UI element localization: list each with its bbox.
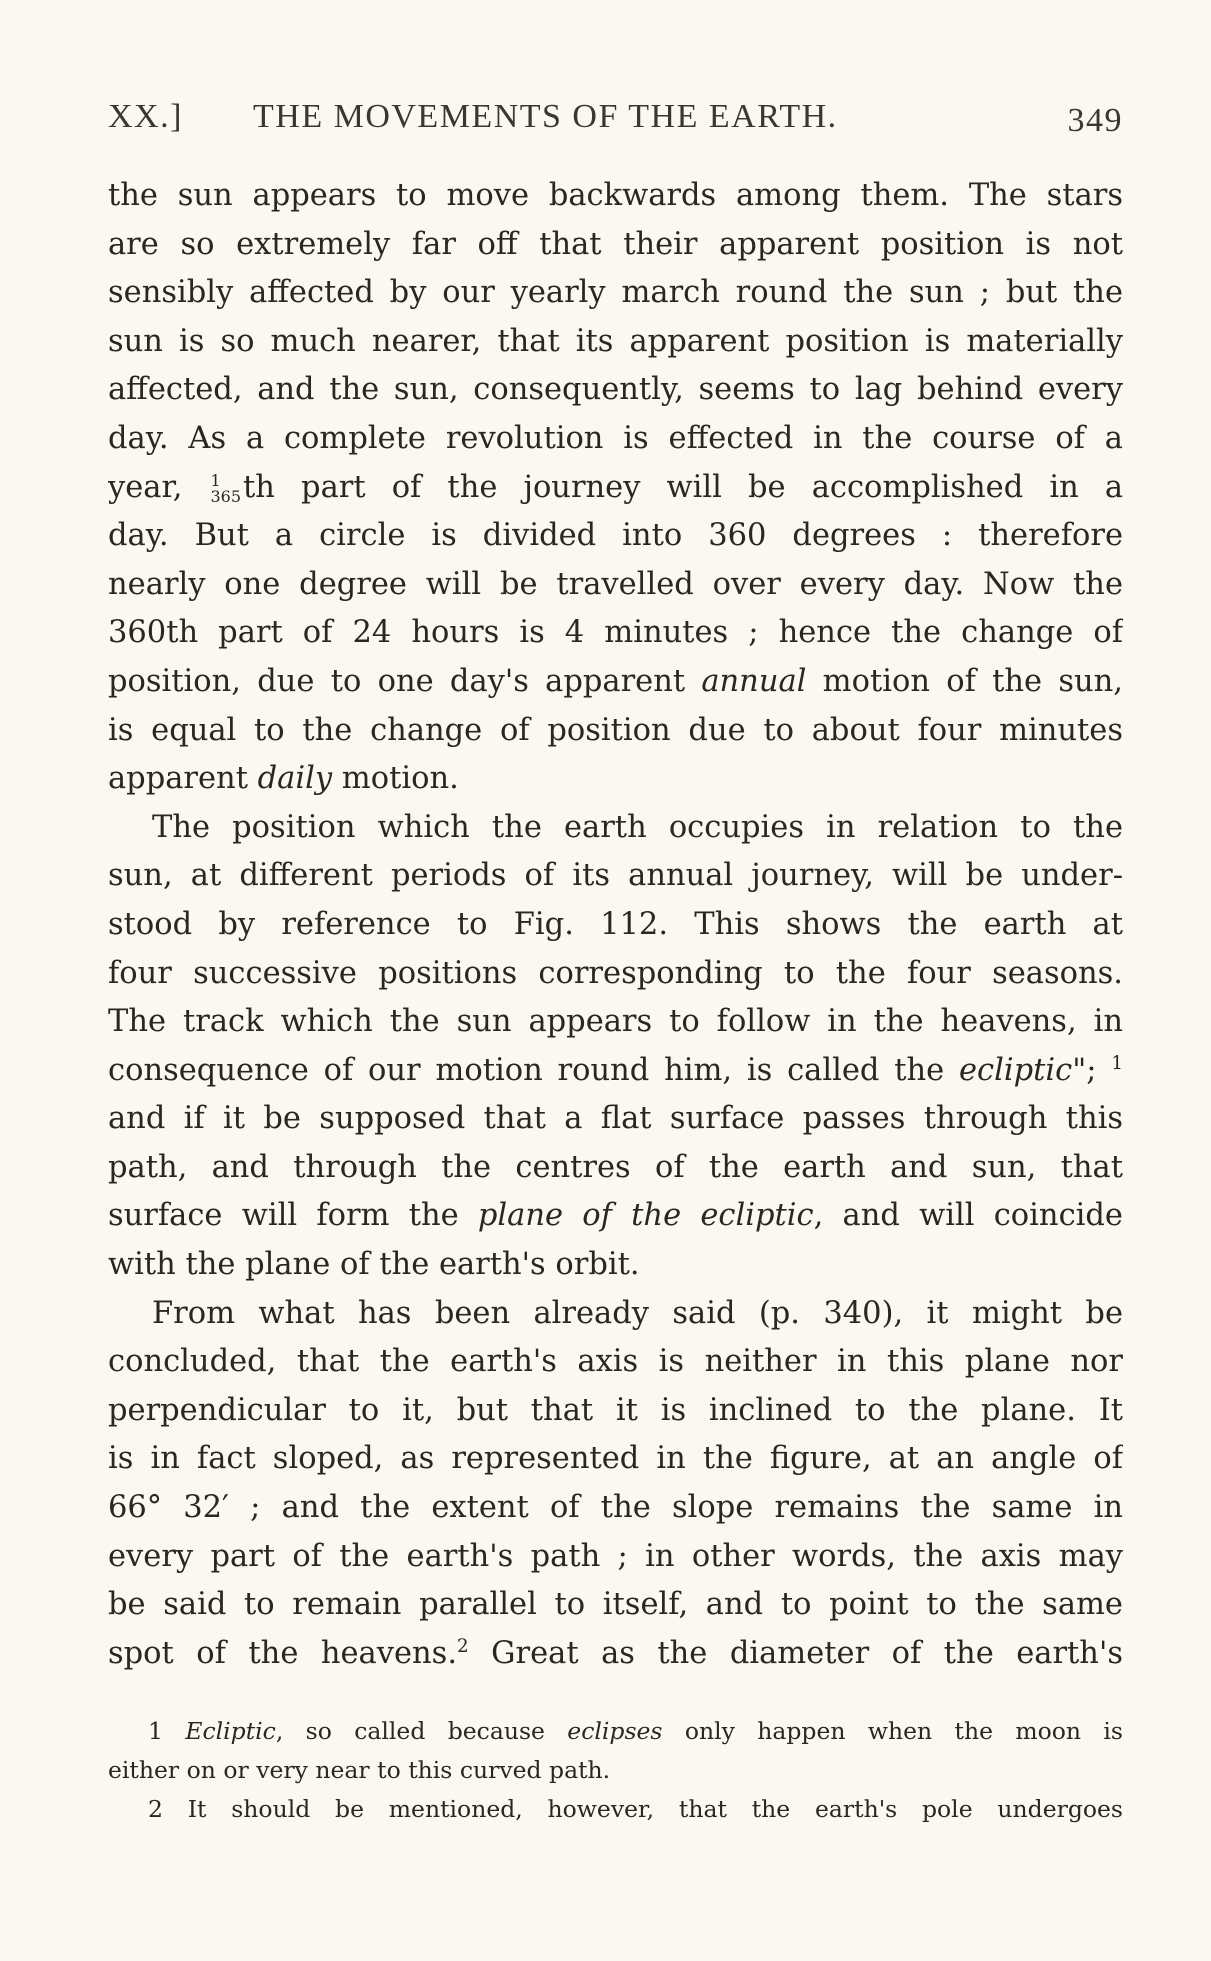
footnote-number: 1 xyxy=(148,1717,163,1745)
text-run: motion of the sun, xyxy=(806,663,1123,699)
running-title: THE MOVEMENTS OF THE EARTH. xyxy=(253,98,838,135)
text-run: apparent xyxy=(108,761,258,797)
text-run: motion. xyxy=(332,761,459,797)
text-line: is equal to the change of position due to about four minutes xyxy=(108,712,1123,748)
text-line: day. But a circle is divided into 360 degrees : therefore xyxy=(108,518,1123,554)
text-run: surface will form the xyxy=(108,1198,478,1234)
text-run: "; xyxy=(1072,1052,1112,1088)
footnote-1-line: either on or very near to this curved path. xyxy=(108,1756,611,1784)
body-text xyxy=(108,172,1123,1678)
text-line: 360th part of 24 hours is 4 minutes ; hence the change of xyxy=(108,615,1123,651)
footnote-marker: 1 xyxy=(1111,1052,1123,1074)
text-line xyxy=(108,658,1123,707)
text-line xyxy=(108,1192,1123,1241)
fraction xyxy=(210,470,242,506)
text-run: Great as the diameter of the earth's xyxy=(468,1635,1123,1671)
text-line: The track which the sun appears to follow in the heavens, in xyxy=(108,1004,1123,1040)
text-line xyxy=(108,755,1123,804)
fraction-denominator: 365 xyxy=(210,486,242,506)
text-line: the sun appears to move backwards among them. The stars xyxy=(108,178,1123,213)
italic-run: annual xyxy=(701,663,807,699)
text-line: affected, and the sun, consequently, seems to lag behind every xyxy=(108,372,1123,408)
text-line: four successive positions corresponding to the four seasons. xyxy=(108,955,1123,991)
text-line: day. As a complete revolution is effected in the course of a xyxy=(108,420,1123,456)
text-run: only happen when the moon is xyxy=(662,1717,1123,1745)
text-run: year, xyxy=(108,469,209,505)
text-line: path, and through the centres of the earth and sun, that xyxy=(108,1149,1123,1185)
text-line: be said to remain parallel to itself, and to point to the same xyxy=(108,1587,1123,1623)
fraction-numerator: 1 xyxy=(210,470,221,490)
text-run: th part of the journey will be accomplished in a xyxy=(243,469,1123,505)
footnote-1-line xyxy=(108,1712,1123,1751)
text-line: From what has been already said (p. 340), it might be xyxy=(152,1295,1123,1331)
text-line: concluded, that the earth's axis is neither in this plane nor xyxy=(108,1344,1123,1380)
text-line xyxy=(108,1630,1123,1679)
text-line: with the plane of the earth's orbit. xyxy=(108,1247,640,1283)
text-line: sun is so much nearer, that its apparent position is materially xyxy=(108,323,1123,359)
text-line: every part of the earth's path ; in other words, the axis may xyxy=(108,1538,1123,1574)
italic-run: plane of the ecliptic xyxy=(477,1198,814,1234)
text-line xyxy=(108,1047,1123,1096)
italic-run: daily xyxy=(257,761,333,797)
text-line: are so extremely far off that their apparent position is not xyxy=(108,226,1123,262)
text-line: The position which the earth occupies in relation to the xyxy=(152,809,1123,845)
text-line: nearly one degree will be travelled over every day. Now the xyxy=(108,566,1123,602)
chapter-number: XX.] xyxy=(108,98,183,135)
page-number: 349 xyxy=(1067,102,1123,139)
italic-run: eclipses xyxy=(567,1717,663,1745)
text-line: sensibly affected by our yearly march round the sun ; but the xyxy=(108,275,1123,311)
running-head xyxy=(108,98,1123,148)
text-line: perpendicular to it, but that it is inclined to the plane. It xyxy=(108,1392,1123,1428)
italic-run: ecliptic xyxy=(958,1052,1073,1088)
text-run: , so called because xyxy=(275,1717,568,1745)
text-run: , and will coincide xyxy=(813,1198,1123,1234)
text-line-with-fraction xyxy=(108,464,1123,513)
text-run: position, due to one day's apparent xyxy=(108,663,702,699)
footnote-marker: 2 xyxy=(457,1635,469,1657)
footnote-2-line: 2 It should be mentioned, however, that the earth's pole undergoes xyxy=(148,1795,1123,1823)
text-line: stood by reference to Fig. 112. This shows the earth at xyxy=(108,906,1123,942)
text-run: spot of the heavens. xyxy=(108,1635,458,1671)
text-line: sun, at different periods of its annual journey, will be under- xyxy=(108,858,1123,894)
italic-run: Ecliptic xyxy=(185,1717,276,1745)
text-line: is in fact sloped, as represented in the figure, at an angle of xyxy=(108,1441,1123,1477)
text-line: and if it be supposed that a flat surface passes through this xyxy=(108,1101,1123,1137)
footnotes xyxy=(108,1712,1123,1829)
text-run: consequence of our motion round him, is called the xyxy=(108,1052,959,1088)
text-line: 66° 32′ ; and the extent of the slope remains the same in xyxy=(108,1490,1123,1526)
